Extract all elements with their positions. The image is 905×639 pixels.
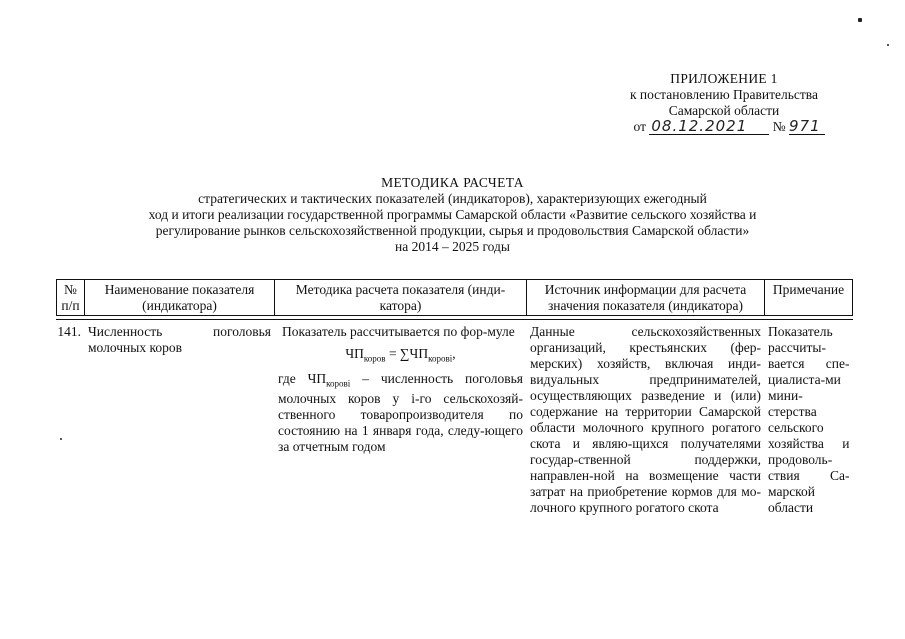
appendix-line-2: Самарской области — [668, 103, 780, 118]
header-note: Примечание — [765, 280, 853, 316]
heading-title: МЕТОДИКА РАСЧЕТА — [381, 175, 524, 190]
appendix-title: ПРИЛОЖЕНИЕ 1 — [670, 71, 778, 86]
header-method: Методика расчета показателя (инди-катора) — [275, 280, 527, 316]
heading-line-2: ход и итоги реализации государственной программы Самарской области «Развитие сельского хозяйства и — [148, 207, 757, 222]
scan-speck — [858, 18, 862, 22]
document-heading — [0, 175, 905, 255]
scan-speck — [887, 44, 889, 46]
method-where: где $ЧП_{коровi}$ – численность поголовья молочных коров у i-го сельскохозяй-ственного товаропроизводителя по состоянию на 1 января года, следу-ющего за отчетным годом — [278, 370, 524, 455]
header-num: № п/п — [57, 280, 85, 316]
handwritten-date: 08.12.2021 — [649, 119, 769, 135]
table-header-row — [57, 280, 853, 316]
method-intro: Показатель рассчитывается по фор-муле — [282, 324, 515, 339]
header-name: Наименование показателя (индикатора) — [85, 280, 275, 316]
row-num: 141. — [57, 324, 81, 339]
appendix-line-1: к постановлению Правительства — [629, 87, 818, 102]
method-formula: $ЧП_{коров} = \sum ЧП_{коровi}$, — [345, 346, 456, 364]
heading-line-1: стратегических и тактических показателей (индикаторов), характеризующих ежегодный — [198, 191, 707, 206]
heading-line-3: регулирование рынков сельскохозяйственной продукции, сырья и продовольствия Самарской области» — [155, 223, 750, 238]
appendix-block — [630, 71, 825, 135]
row-name: Численность поголовья молочных коров — [88, 324, 271, 355]
heading-line-4: на 2014 – 2025 годы — [395, 239, 510, 254]
handwritten-number: 971 — [789, 119, 825, 135]
from-label: от — [633, 119, 646, 134]
indicator-table — [56, 279, 853, 516]
table-row — [57, 320, 853, 517]
number-label: № — [772, 119, 786, 134]
row-note: Показатель рассчиты-вается спе-циалиста-ми мини-стерства сельского хозяйства и продоволь-ствия Са-марской области — [768, 324, 850, 515]
appendix-date-line — [630, 119, 825, 135]
row-method — [275, 320, 527, 517]
header-source: Источник информации для расчета значения показателя (индикатора) — [527, 280, 765, 316]
row-source: Данные сельскохозяйственных организаций, крестьянских (фер-мерских) хозяйств, включая инди-видуальных предпринимателей, осуществляющих разведение и (или) содержание на территории Самарской области молочного крупного рогатого скота и являю-щихся получателями государ-ственной поддержки, направлен-ной на возмещение части затрат на приобретение кормов для мо-лочного крупного рогатого скота — [530, 324, 761, 515]
